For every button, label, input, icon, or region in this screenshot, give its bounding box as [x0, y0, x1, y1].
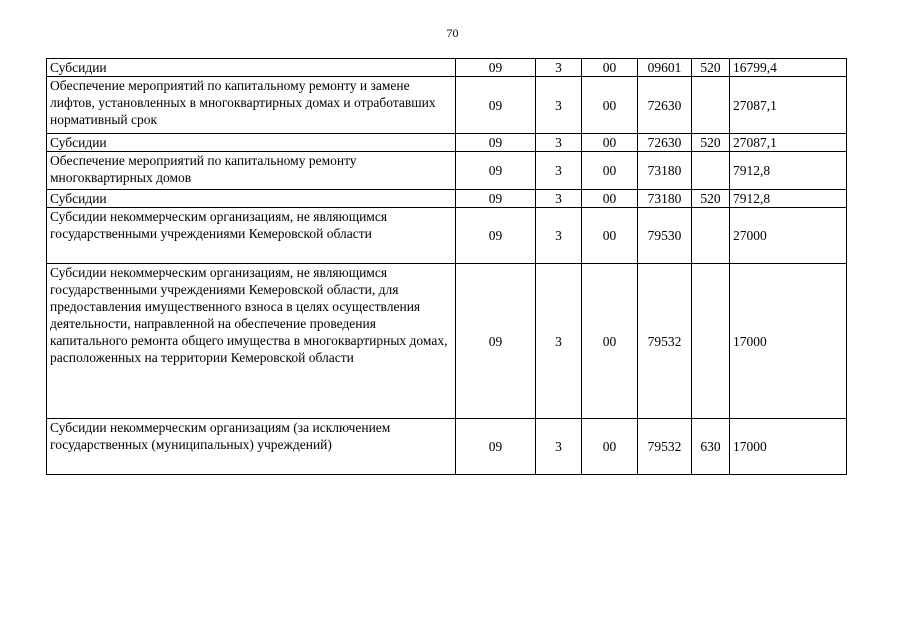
- row-expense-type: 630: [692, 419, 730, 475]
- row-name: Субсидии: [47, 190, 456, 208]
- budget-table: [46, 58, 847, 475]
- row-name: Субсидии: [47, 59, 456, 77]
- table-row: [47, 134, 847, 152]
- row-target: 79530: [638, 208, 692, 264]
- row-section: 09: [456, 208, 536, 264]
- row-section: 09: [456, 419, 536, 475]
- row-target: 72630: [638, 77, 692, 134]
- row-amount: 27087,1: [730, 134, 847, 152]
- row-section: 09: [456, 59, 536, 77]
- row-target: 79532: [638, 419, 692, 475]
- table-row: [47, 419, 847, 475]
- row-subsection: 3: [536, 190, 582, 208]
- table-row: [47, 190, 847, 208]
- row-subsection: 3: [536, 208, 582, 264]
- row-expense-type: [692, 208, 730, 264]
- row-target: 72630: [638, 134, 692, 152]
- row-amount: 17000: [730, 264, 847, 419]
- row-program: 00: [582, 208, 638, 264]
- row-amount: 27000: [730, 208, 847, 264]
- row-program: 00: [582, 152, 638, 190]
- row-subsection: 3: [536, 419, 582, 475]
- row-expense-type: 520: [692, 59, 730, 77]
- row-program: 00: [582, 419, 638, 475]
- row-section: 09: [456, 190, 536, 208]
- row-program: 00: [582, 134, 638, 152]
- row-expense-type: [692, 264, 730, 419]
- row-program: 00: [582, 190, 638, 208]
- table-row: [47, 264, 847, 419]
- row-program: 00: [582, 59, 638, 77]
- table-row: [47, 59, 847, 77]
- row-name: Субсидии некоммерческим организациям (за исключением государственных (муниципальных) учреждений): [47, 419, 456, 475]
- row-amount: 7912,8: [730, 190, 847, 208]
- row-program: 00: [582, 77, 638, 134]
- row-expense-type: [692, 77, 730, 134]
- row-subsection: 3: [536, 264, 582, 419]
- row-name: Субсидии некоммерческим организациям, не являющимся государственными учреждениями Кемеровской области, для предоставления имущественного взноса в целях осуществления деятельности, направленной на обеспечение проведения капитального ремонта общего имущества в многоквартирных домах, расположенных на территории Кемеровской области: [47, 264, 456, 419]
- row-subsection: 3: [536, 134, 582, 152]
- row-name: Обеспечение мероприятий по капитальному ремонту и замене лифтов, установленных в многоквартирных домах и отработавших нормативный срок: [47, 77, 456, 134]
- row-subsection: 3: [536, 152, 582, 190]
- table-row: [47, 208, 847, 264]
- row-target: 73180: [638, 190, 692, 208]
- row-section: 09: [456, 134, 536, 152]
- row-amount: 16799,4: [730, 59, 847, 77]
- row-amount: 7912,8: [730, 152, 847, 190]
- table-row: [47, 152, 847, 190]
- row-expense-type: 520: [692, 190, 730, 208]
- row-subsection: 3: [536, 59, 582, 77]
- row-target: 09601: [638, 59, 692, 77]
- row-program: 00: [582, 264, 638, 419]
- page-number: 70: [446, 26, 459, 40]
- row-name: Субсидии: [47, 134, 456, 152]
- table-row: [47, 77, 847, 134]
- row-section: 09: [456, 77, 536, 134]
- row-expense-type: 520: [692, 134, 730, 152]
- row-subsection: 3: [536, 77, 582, 134]
- row-amount: 27087,1: [730, 77, 847, 134]
- row-section: 09: [456, 264, 536, 419]
- row-amount: 17000: [730, 419, 847, 475]
- row-section: 09: [456, 152, 536, 190]
- row-expense-type: [692, 152, 730, 190]
- row-name: Обеспечение мероприятий по капитальному ремонту многоквартирных домов: [47, 152, 456, 190]
- row-name: Субсидии некоммерческим организациям, не являющимся государственными учреждениями Кемеровской области: [47, 208, 456, 264]
- row-target: 79532: [638, 264, 692, 419]
- row-target: 73180: [638, 152, 692, 190]
